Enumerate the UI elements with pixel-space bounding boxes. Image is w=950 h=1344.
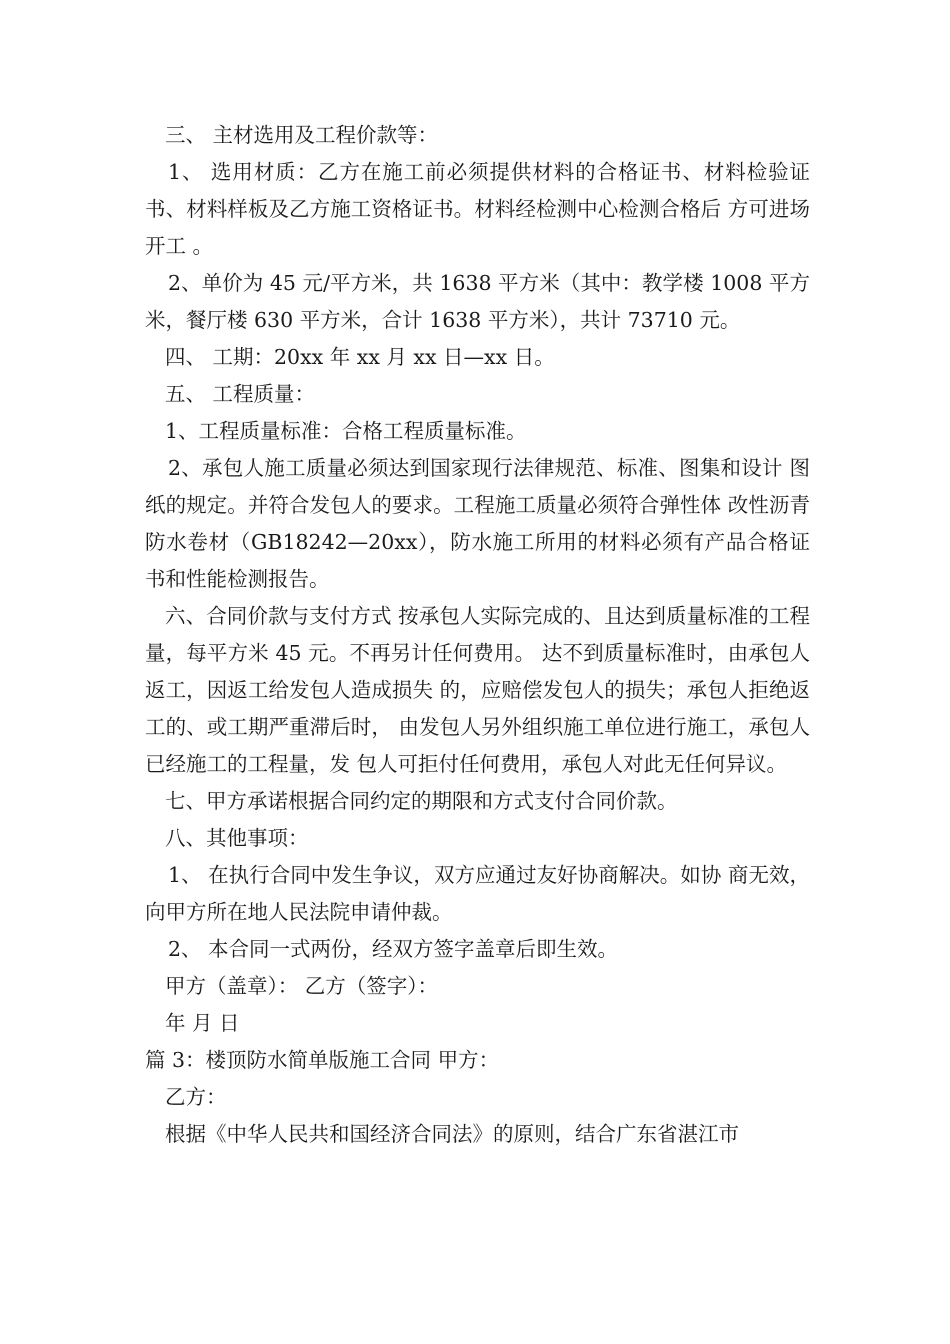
party-b-line: 乙方：	[165, 1085, 227, 1109]
paragraph-quality-standard: 1、工程质量标准：合格工程质量标准。	[165, 419, 527, 443]
paragraph-basis: 根据《中华人民共和国经济合同法》的原则，结合广东省湛江市	[165, 1122, 739, 1146]
section-heading-8: 八、其他事项：	[165, 826, 309, 850]
paragraph-dispute: 1、 在执行合同中发生争议，双方应通过友好协商解决。如协 商无效，向甲方所在地人民法院申请仲裁。	[145, 863, 810, 924]
paragraph-material: 1、 选用材质：乙方在施工前必须提供材料的合格证书、材料检验证书、材料样板及乙方施工资格证书。材料经检测中心检测合格后 方可进场开工 。	[145, 160, 810, 258]
document-body	[145, 117, 810, 1153]
section-heading-5: 五、 工程质量：	[165, 382, 316, 406]
section-heading-7: 七、甲方承诺根据合同约定的期限和方式支付合同价款。	[165, 789, 678, 813]
section-heading-4: 四、 工期：20xx 年 xx 月 xx 日—xx 日。	[165, 345, 555, 369]
signature-line: 甲方（盖章）： 乙方（签字）：	[165, 974, 439, 998]
paragraph-unit-price: 2、单价为 45 元/平方米，共 1638 平方米（其中：教学楼 1008 平方米，餐厅楼 630 平方米，合计 1638 平方米），共计 73710 元。	[145, 271, 810, 332]
section-heading-3: 三、 主材选用及工程价款等：	[165, 123, 439, 147]
article-3-title: 篇 3：楼顶防水简单版施工合同 甲方：	[145, 1048, 500, 1072]
paragraph-quality-requirements: 2、承包人施工质量必须达到国家现行法律规范、标准、图集和设计 图纸的规定。并符合发包人的要求。工程施工质量必须符合弹性体 改性沥青防水卷材（GB18242—20xx），防水施工所用的材料必须有产品合格证书和性能检测报告。	[145, 456, 810, 591]
date-line: 年 月 日	[165, 1011, 240, 1035]
section-heading-6-payment: 六、合同价款与支付方式 按承包人实际完成的、且达到质量标准的工程量，每平方米 45 元。不再另计任何费用。 达不到质量标准时，由承包人返工，因返工给发包人造成损失 的，应赔偿发包人的损失；承包人拒绝返工的、或工期严重滞后时， 由发包人另外组织施工单位进行施工，承包人已经施工的工程量，发 包人可拒付任何费用，承包人对此无任何异议。	[145, 604, 810, 776]
paragraph-copies: 2、 本合同一式两份，经双方签字盖章后即生效。	[168, 937, 619, 961]
